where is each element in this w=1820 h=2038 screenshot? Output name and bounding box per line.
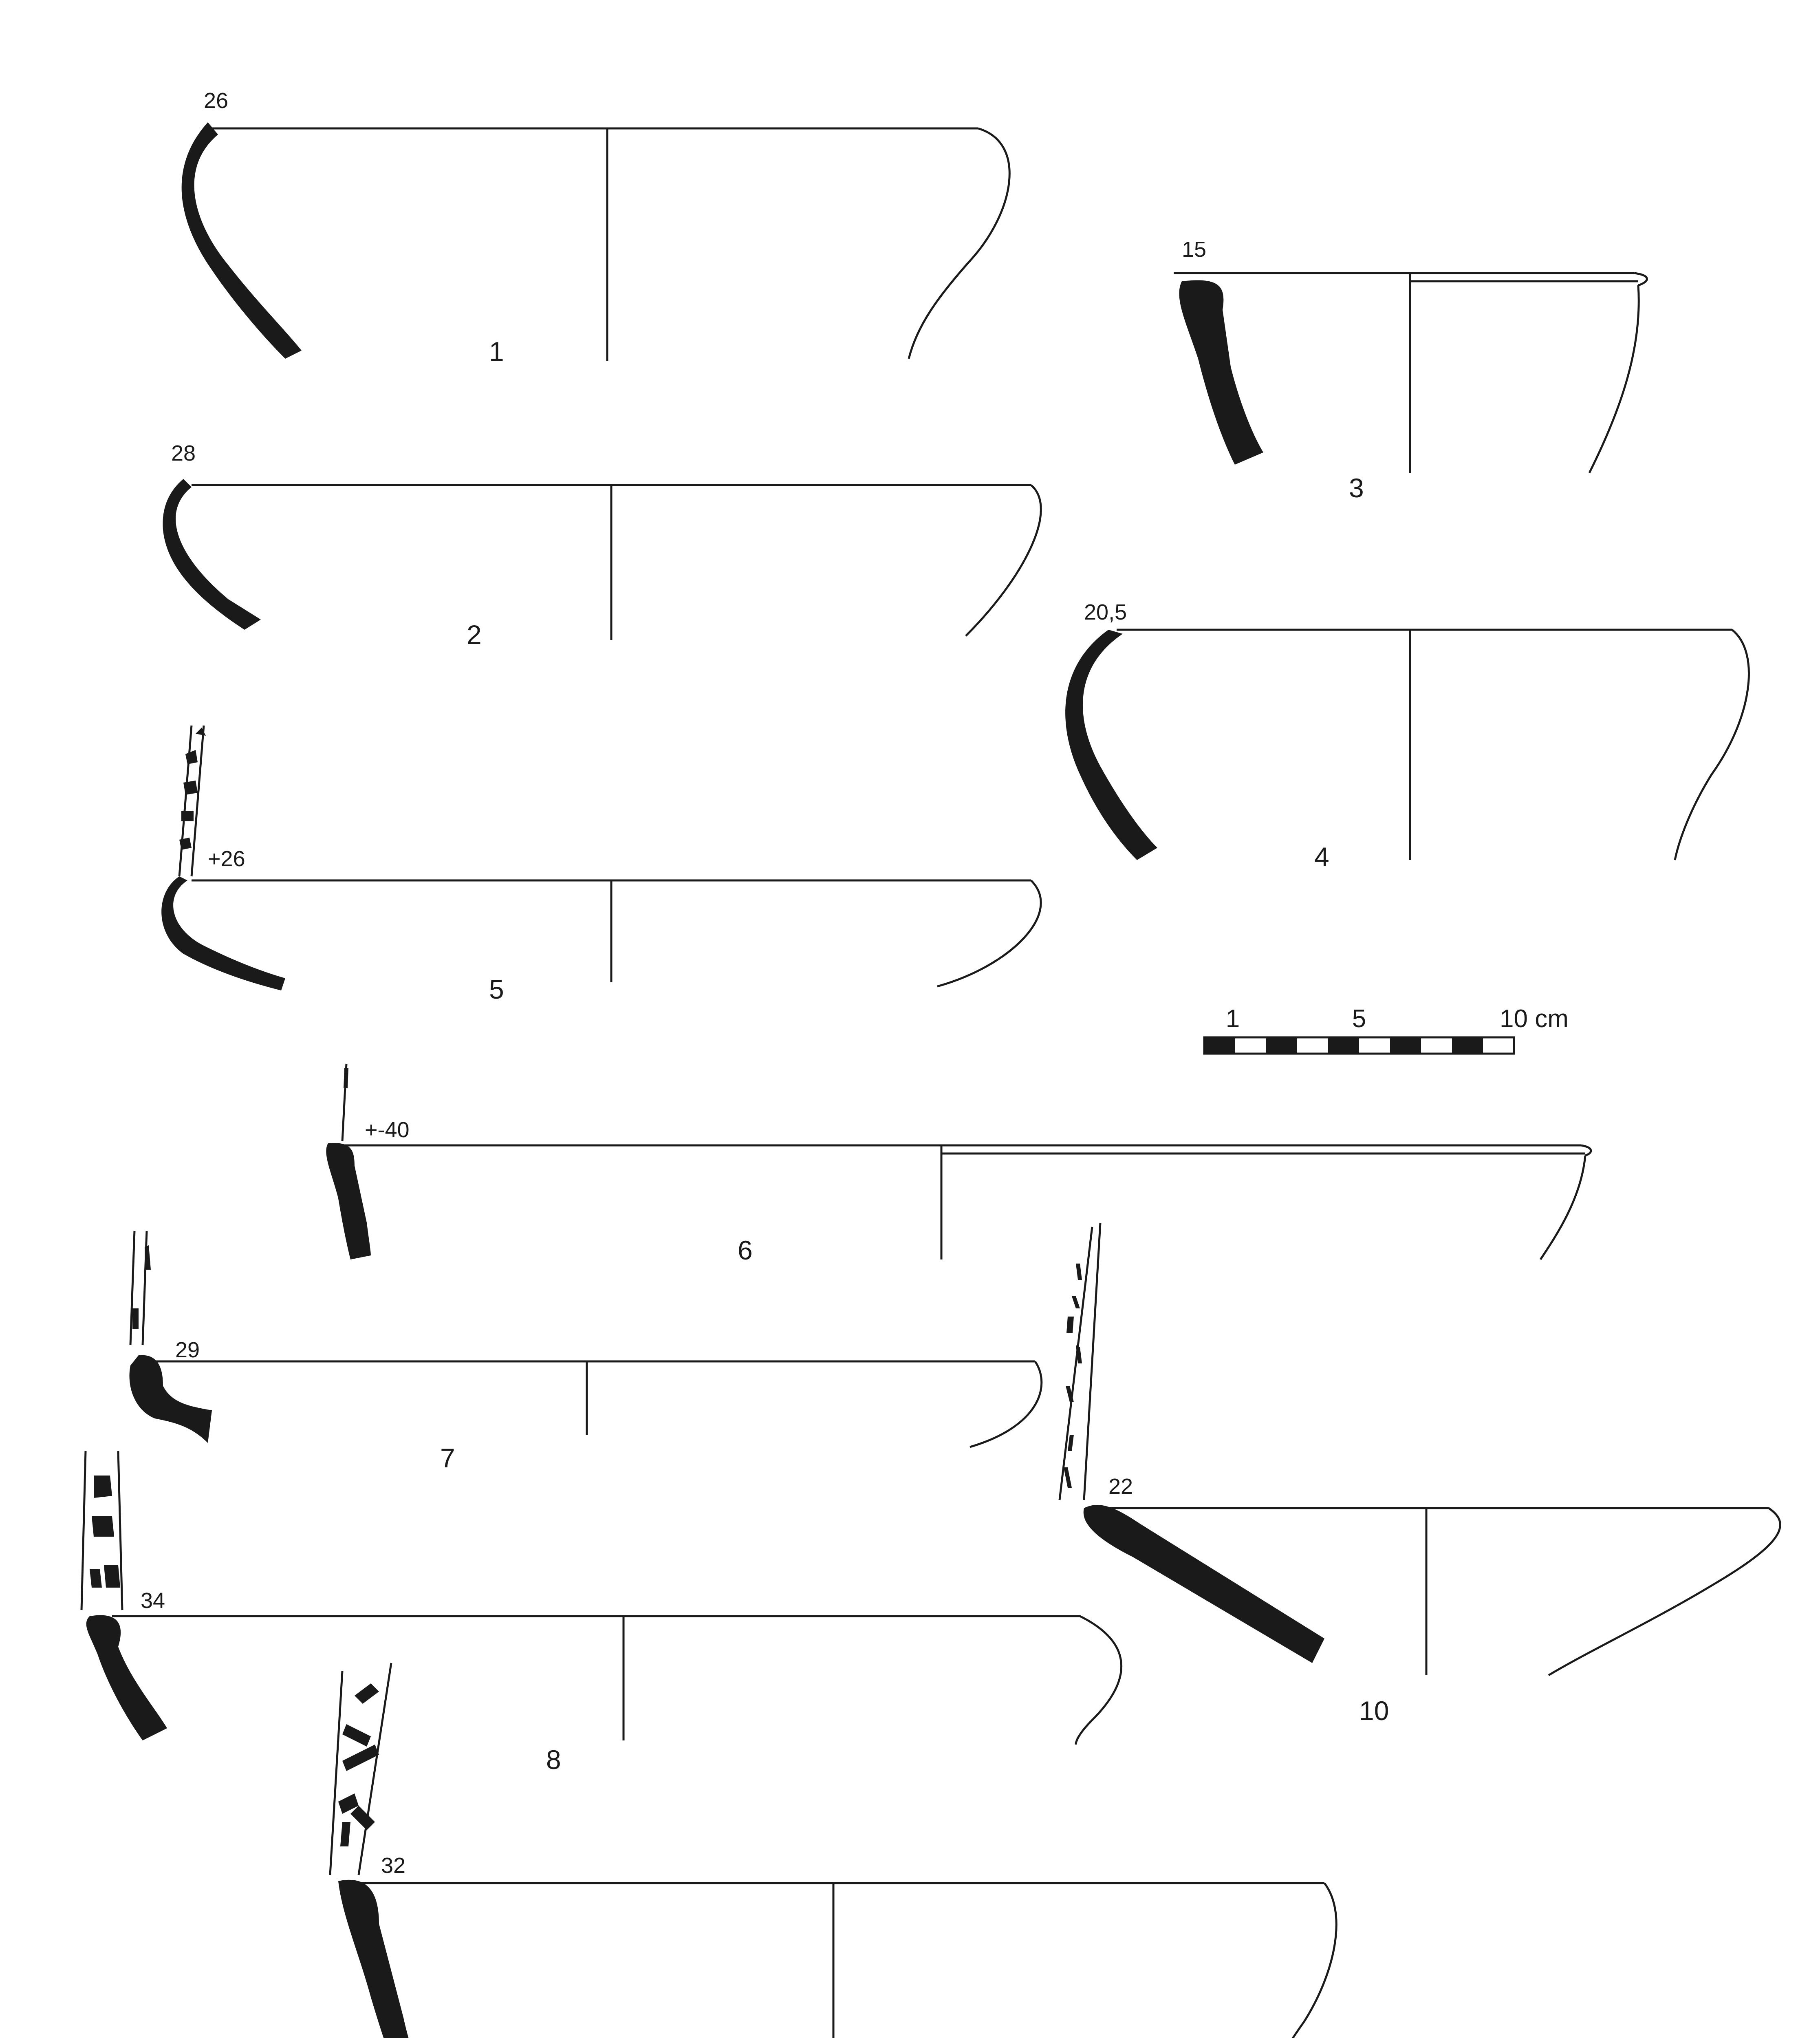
- vessel-5-diameter: +26: [208, 847, 245, 871]
- vessel-1-drawing: [182, 122, 1010, 361]
- vessel-3-drawing: [1174, 273, 1647, 473]
- vessel-9-drawing: [330, 1663, 1336, 2038]
- scale-segment-3: [1266, 1037, 1297, 1054]
- vessel-4-diameter: 20,5: [1084, 600, 1127, 624]
- vessel-7-number: 7: [440, 1443, 455, 1473]
- scale-label-1: 1: [1225, 1005, 1240, 1033]
- vessel-2-drawing: [163, 479, 1041, 640]
- vessel-8-diameter: 34: [141, 1588, 165, 1613]
- vessel-10-number: 10: [1359, 1696, 1389, 1726]
- scale-segment-5: [1328, 1037, 1359, 1054]
- vessel-1-number: 1: [489, 336, 504, 366]
- scale-bar: [1204, 1005, 1569, 1054]
- vessel-4-number: 4: [1314, 842, 1329, 872]
- vessel-6-diameter: +-40: [365, 1118, 410, 1142]
- vessel-1-diameter: 26: [204, 88, 229, 113]
- vessel-10-drawing: [1060, 1223, 1780, 1675]
- vessel-5-number: 5: [489, 974, 504, 1004]
- vessel-7-drawing: [130, 1231, 1042, 1447]
- vessel-7-diameter: 29: [175, 1338, 200, 1362]
- scale-segment-9: [1452, 1037, 1483, 1054]
- vessel-8-drawing: [82, 1451, 1122, 1745]
- vessel-6-drawing: [326, 1064, 1591, 1259]
- scale-segment-7: [1390, 1037, 1421, 1054]
- vessel-2-number: 2: [467, 620, 482, 650]
- vessel-3-diameter: 15: [1182, 237, 1207, 262]
- vessel-9-diameter: 32: [381, 1853, 406, 1878]
- scale-label-5: 5: [1352, 1005, 1366, 1033]
- vessel-4-drawing: [1065, 630, 1749, 860]
- scale-label-10: 10 cm: [1500, 1005, 1569, 1033]
- vessel-2-diameter: 28: [171, 441, 196, 465]
- vessel-10-diameter: 22: [1108, 1474, 1133, 1499]
- scale-segment-1: [1204, 1037, 1235, 1054]
- vessel-5-drawing: [161, 726, 1041, 990]
- vessel-6-number: 6: [738, 1235, 753, 1265]
- vessel-3-number: 3: [1349, 473, 1364, 503]
- vessel-8-number: 8: [546, 1745, 561, 1775]
